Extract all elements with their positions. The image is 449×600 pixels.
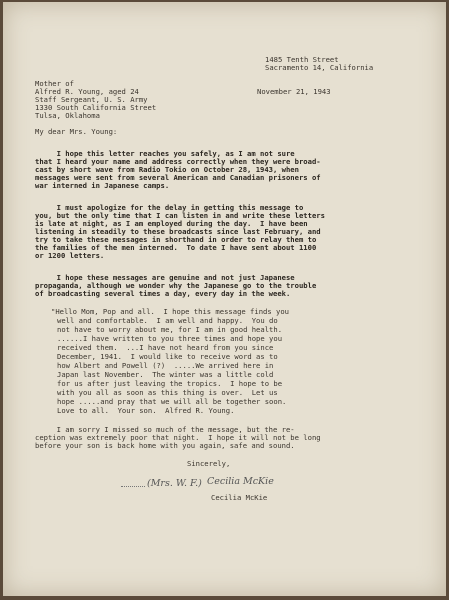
message-line: hope .....and pray that we will all be together soon. <box>57 397 287 406</box>
message-line: well and comfortable. I am well and happy. You do <box>57 316 278 325</box>
paragraph-line: I hope these messages are genuine and not just Japanese <box>35 273 295 282</box>
paragraph-line: is late at night, as I am employed during the day. I have been <box>35 219 308 228</box>
recipient-line: Staff Sergeant, U. S. Army <box>35 95 148 104</box>
paragraph-line: I hope this letter reaches you safely, as I am not sure <box>35 149 295 158</box>
message-line: received them. ...I have not heard from you since <box>57 343 274 352</box>
sender-address-line2: Sacramento 14, California <box>265 63 374 72</box>
sender-address-line1: 1485 Tenth Street <box>265 55 339 64</box>
paragraph-line: or 1200 letters. <box>35 251 105 260</box>
paragraph-line: try to take these messages in shorthand in order to relay them to <box>35 235 317 244</box>
message-line: Love to all. Your son. Alfred R. Young. <box>57 406 235 415</box>
recipient-line: Alfred R. Young, aged 24 <box>35 87 139 96</box>
closing-line: ception was extremely poor that night. I hope it will not be long <box>35 433 321 442</box>
message-line: for us after just leaving the tropics. I hope to be <box>57 379 283 388</box>
paragraph-line: I must apologize for the delay in getting this message to <box>35 203 304 212</box>
recipient-line: Mother of <box>35 79 74 88</box>
paragraph-line: that I heard your name and address correctly when they were broad- <box>35 157 321 166</box>
recipient-line: Tulsa, Oklahoma <box>35 111 100 120</box>
paragraph-line: propaganda, although we wonder why the Japanese go to the trouble <box>35 281 317 290</box>
message-line: December, 1941. I would like to receive word as to <box>57 352 278 361</box>
paragraph-line: listening in steadily to these broadcasts since last February, and <box>35 227 321 236</box>
closing-line: before your son is back home with you again, safe and sound. <box>35 441 295 450</box>
closing-salutation: Sincerely, <box>187 459 231 468</box>
message-line: "Hello Mom, Pop and all. I hope this message finds you <box>51 307 289 316</box>
message-line: ......I have written to you three times and hope you <box>57 334 283 343</box>
paragraph-line: you, but the only time that I can listen in and write these letters <box>35 211 325 220</box>
closing-line: I am sorry I missed so much of the message, but the re- <box>35 425 295 434</box>
message-line: Japan last November. The winter was a little cold <box>57 370 274 379</box>
letter-date: November 21, 1943 <box>257 87 331 96</box>
letter-page <box>3 2 446 596</box>
paragraph-line: messages were sent from several American and Canadian prisoners of <box>35 173 321 182</box>
paragraph-line: cast by short wave from Radio Tokio on October 28, 1943, when <box>35 165 299 174</box>
paragraph-line: of broadcasting several times a day, every day in the week. <box>35 289 291 298</box>
message-line: not have to worry about me, for I am in good health. <box>57 325 283 334</box>
signature-initials: (Mrs. W. F.) <box>147 478 202 489</box>
recipient-line: 1330 South California Street <box>35 103 157 112</box>
signature-handwritten: Cecilia McKie <box>207 476 274 487</box>
signature-line <box>121 486 145 487</box>
paragraph-line: the families of the men interned. To date I have sent about 1100 <box>35 243 317 252</box>
paragraph-line: war interned in Japanese camps. <box>35 181 170 190</box>
typed-name: Cecilia McKie <box>211 493 268 502</box>
salutation: My dear Mrs. Young: <box>35 127 118 136</box>
message-line: how Albert and Powell (?) .....We arrived here in <box>57 361 274 370</box>
message-line: with you all as soon as this thing is over. Let us <box>57 388 278 397</box>
